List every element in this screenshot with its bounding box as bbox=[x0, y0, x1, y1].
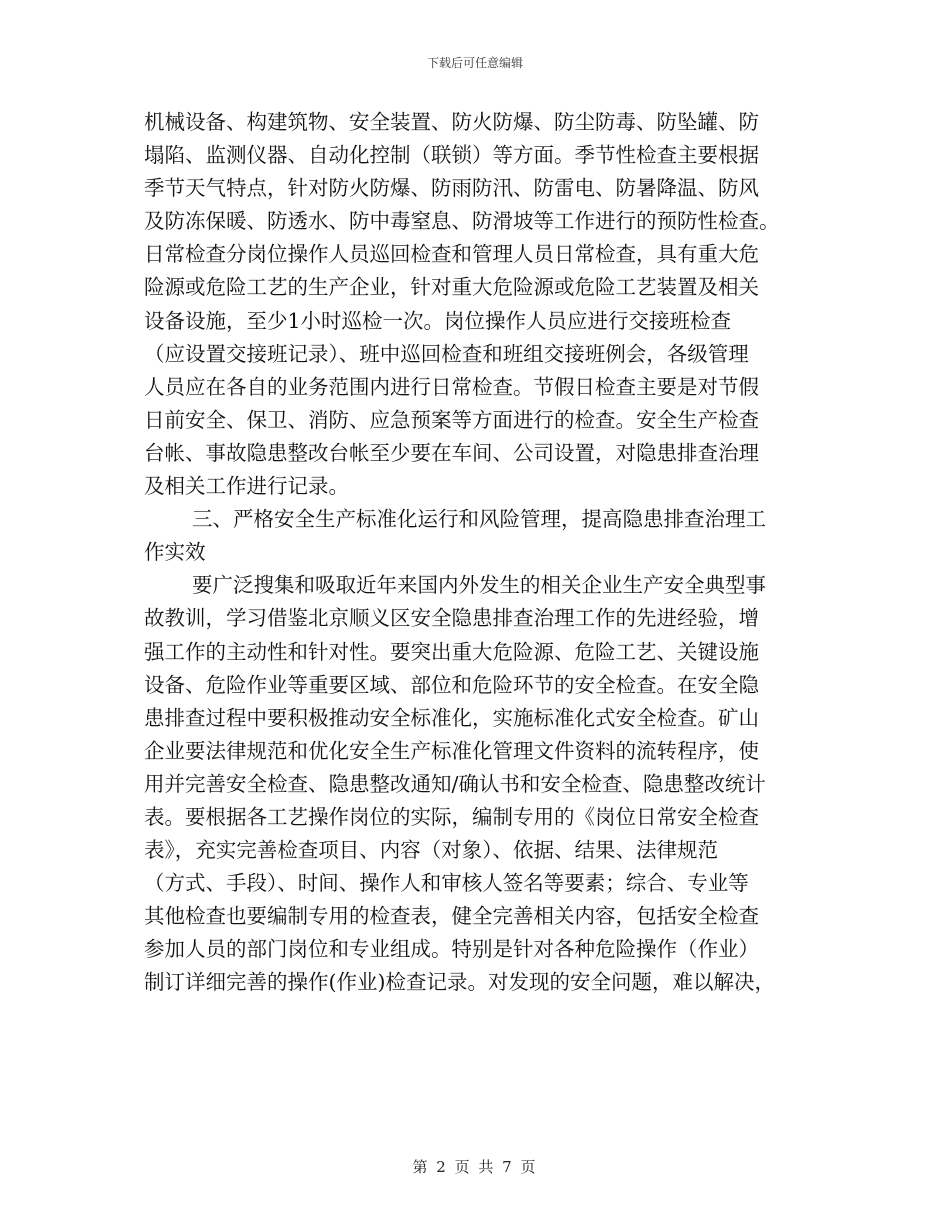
page-number-footer: 第 2 页 共 7 页 bbox=[412, 1158, 538, 1176]
body-line: 制订详细完善的操作(作业)检查记录。对发现的安全问题，难以解决， bbox=[144, 970, 775, 995]
body-line: 要广泛搜集和吸取近年来国内外发生的相关企业生产安全典型事 bbox=[192, 573, 766, 598]
body-line: 台帐、事故隐患整改台帐至少要在车间、公司设置，对隐患排查治理 bbox=[144, 440, 759, 465]
body-line: 及防冻保暖、防透水、防中毒窒息、防滑坡等工作进行的预防性检查。 bbox=[144, 209, 780, 234]
body-line: 塌陷、监测仪器、自动化控制（联锁）等方面。季节性检查主要根据 bbox=[144, 143, 759, 168]
section-heading-line: 作实效 bbox=[144, 540, 206, 565]
body-line: 日前安全、保卫、消防、应急预案等方面进行的检查。安全生产检查 bbox=[144, 407, 759, 432]
body-line: 设备设施，至少1小时巡检一次。岗位操作人员应进行交接班检查 bbox=[144, 308, 732, 333]
body-line: （应设置交接班记录）、班中巡回检查和班组交接班例会，各级管理 bbox=[144, 341, 749, 366]
body-line: 人员应在各自的业务范围内进行日常检查。节假日检查主要是对节假 bbox=[144, 374, 759, 399]
page-header-note: 下载后可任意编辑 bbox=[426, 56, 523, 70]
body-line: 表。要根据各工艺操作岗位的实际，编制专用的《岗位日常安全检查 bbox=[144, 804, 759, 829]
body-line: 险源或危险工艺的生产企业，针对重大危险源或危险工艺装置及相关 bbox=[144, 275, 759, 300]
body-line: 日常检查分岗位操作人员巡回检查和管理人员日常检查，具有重大危 bbox=[144, 242, 759, 267]
body-line: 故教训，学习借鉴北京顺义区安全隐患排查治理工作的先进经验，增 bbox=[144, 606, 759, 631]
body-line: 表》，充实完善检查项目、内容（对象）、依据、结果、法律规范 bbox=[144, 838, 718, 863]
section-heading-line: 三、严格安全生产标准化运行和风险管理，提高隐患排查治理工 bbox=[192, 507, 766, 532]
body-line: 机械设备、构建筑物、安全装置、防火防爆、防尘防毒、防坠罐、防 bbox=[144, 110, 759, 134]
body-line: 及相关工作进行记录。 bbox=[144, 474, 349, 499]
body-line: 其他检查也要编制专用的检查表，健全完善相关内容，包括安全检查 bbox=[144, 904, 759, 929]
body-line: 企业要法律规范和优化安全生产标准化管理文件资料的流转程序，使 bbox=[144, 738, 759, 763]
body-line: 患排查过程中要积极推动安全标准化，实施标准化式安全检查。矿山 bbox=[144, 705, 759, 730]
body-line: 参加人员的部门岗位和专业组成。特别是针对各种危险操作（作业） bbox=[144, 937, 759, 962]
body-line: （方式、手段）、时间、操作人和审核人签名等要素；综合、专业等 bbox=[144, 871, 749, 896]
body-line: 季节天气特点，针对防火防爆、防雨防汛、防雷电、防暑降温、防风 bbox=[144, 176, 759, 201]
body-line: 强工作的主动性和针对性。要突出重大危险源、危险工艺、关键设施 bbox=[144, 639, 759, 664]
document-body bbox=[144, 106, 804, 1000]
body-line: 用并完善安全检查、隐患整改通知/确认书和安全检查、隐患整改统计 bbox=[144, 771, 766, 796]
body-line: 设备、危险作业等重要区域、部位和危险环节的安全检查。在安全隐 bbox=[144, 672, 759, 697]
